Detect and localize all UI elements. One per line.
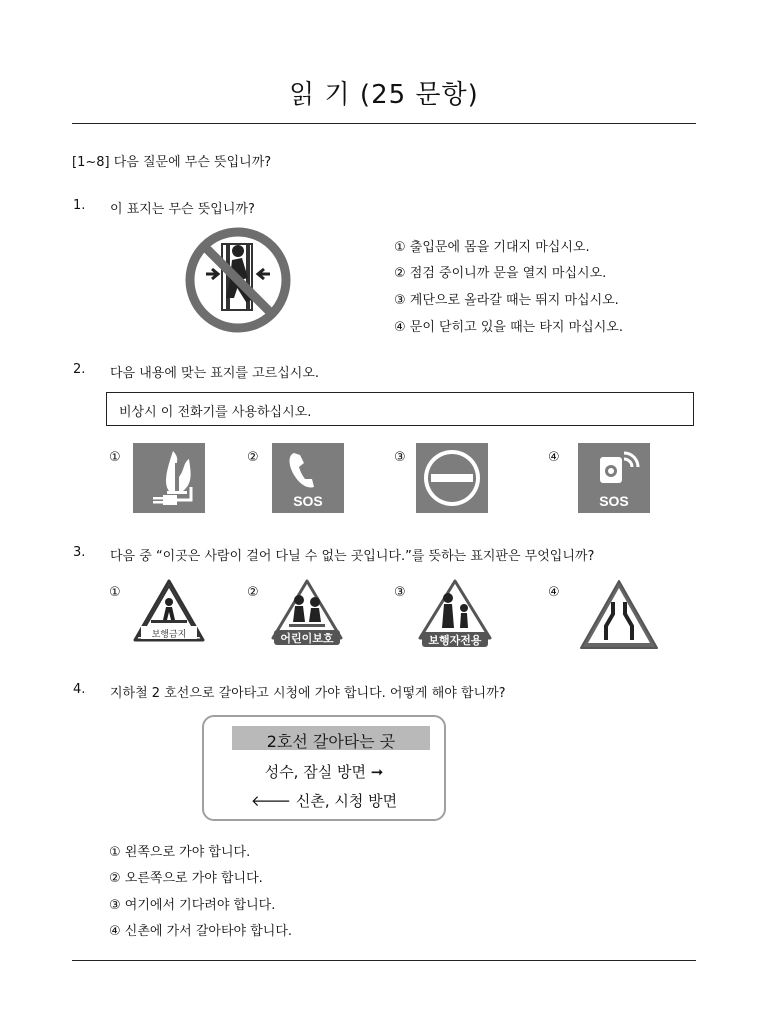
q4-option-3[interactable]: ③ 여기에서 기다려야 합니다. <box>109 898 276 913</box>
road-narrows-sign[interactable] <box>578 578 660 652</box>
q2-box-text: 비상시 이 전화기를 사용하십시오. <box>119 405 312 420</box>
title-divider <box>72 123 696 124</box>
q1-number: 1. <box>73 198 86 213</box>
instruction: [1~8] 다음 질문에 무슨 뜻입니까? <box>72 155 272 170</box>
signboard-line-1: 성수, 잠실 방면 ➞ <box>264 763 384 781</box>
sos-text-2: SOS <box>293 493 323 509</box>
q3-mark-1: ① <box>109 585 121 600</box>
q4-option-2[interactable]: ② 오른쪽으로 가야 합니다. <box>109 871 263 886</box>
q4-number: 4. <box>73 682 86 697</box>
q2-number: 2. <box>73 362 86 377</box>
sign-label-2: 어린이보호 <box>280 632 334 645</box>
q2-mark-1: ① <box>109 450 121 465</box>
page-title: 읽 기 (25 문항) <box>289 80 479 110</box>
sign-label-3: 보행자전용 <box>428 634 482 647</box>
q1-option-4[interactable]: ④ 문이 닫히고 있을 때는 타지 마십시오. <box>394 320 623 335</box>
q1-question: 이 표지는 무슨 뜻입니까? <box>110 202 255 217</box>
q2-mark-3: ③ <box>394 450 406 465</box>
q2-mark-4: ④ <box>548 450 560 465</box>
child-protection-sign[interactable] <box>271 578 343 650</box>
transfer-signboard <box>202 715 446 821</box>
q2-content-box <box>106 392 694 426</box>
sos-alarm-sign[interactable] <box>578 443 650 513</box>
footer-divider <box>72 960 696 961</box>
pedestrian-only-sign[interactable] <box>418 578 492 650</box>
q3-number: 3. <box>73 545 86 560</box>
q2-mark-2: ② <box>247 450 259 465</box>
q4-question: 지하철 2 호선으로 갈아타고 시청에 가야 합니다. 어떻게 해야 합니까? <box>110 686 506 701</box>
q3-question: 다음 중 “이곳은 사람이 걸어 다닐 수 없는 곳입니다.”를 뜻하는 표지판은 무엇입니까? <box>110 549 595 564</box>
no-entry-sign[interactable] <box>416 443 488 513</box>
q1-option-1[interactable]: ① 출입문에 몸을 기대지 마십시오. <box>394 240 590 255</box>
no-leaning-door-sign <box>182 228 294 332</box>
signboard-header <box>232 726 430 750</box>
sos-text-4: SOS <box>599 493 629 509</box>
q3-mark-3: ③ <box>394 585 406 600</box>
q4-option-4[interactable]: ④ 신촌에 가서 갈아타야 합니다. <box>109 924 293 939</box>
q3-mark-2: ② <box>247 585 259 600</box>
q3-mark-4: ④ <box>548 585 560 600</box>
q1-option-2[interactable]: ② 점검 중이니까 문을 열지 마십시오. <box>394 266 607 281</box>
sos-telephone-sign[interactable] <box>272 443 344 513</box>
no-pedestrian-sign[interactable] <box>133 578 205 650</box>
sign-label-1: 보행금지 <box>151 630 187 640</box>
q4-option-1[interactable]: ① 왼쪽으로 가야 합니다. <box>109 845 251 860</box>
signboard-header-text: 2호선 갈아타는 곳 <box>266 732 396 751</box>
signboard-line-2: 🡐 신촌, 시청 방면 <box>250 792 398 810</box>
fire-plug-sign[interactable] <box>133 443 205 513</box>
q1-option-3[interactable]: ③ 계단으로 올라갈 때는 뛰지 마십시오. <box>394 293 619 308</box>
q2-question: 다음 내용에 맞는 표지를 고르십시오. <box>110 366 320 381</box>
